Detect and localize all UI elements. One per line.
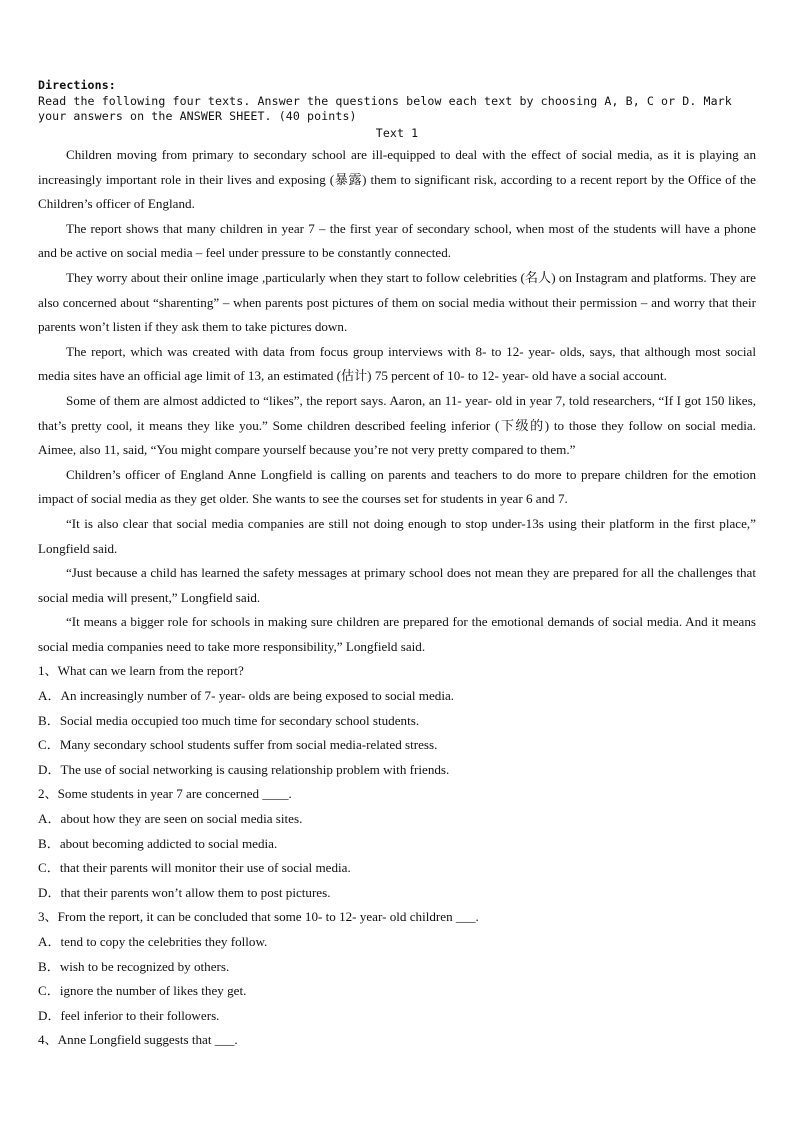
option-d: D．feel inferior to their followers. <box>38 1007 220 1023</box>
option-a: A．An increasingly number of 7- year- olds are being exposed to social media. <box>38 688 455 704</box>
option-b: B．about becoming addicted to social media. <box>38 835 278 851</box>
paragraph: They worry about their online image ,particularly when they start to follow celebrities (名人) on Instagram and platforms. They are also concerned about “sharenting” – when parents post pictures of them on social media without their permission – and worry that their parents won’t listen if they ask them to take pictures down. <box>38 269 756 335</box>
option-c: C．ignore the number of likes they get. <box>38 983 247 999</box>
option-c: C．Many secondary school students suffer from social media-related stress. <box>38 737 438 753</box>
directions-line-1: Read the following four texts. Answer the questions below each text by choosing A, B, C or D. Mark <box>38 93 732 108</box>
paragraph: “Just because a child has learned the safety messages at primary school does not mean they are prepared for all the challenges that social media will present,” Longfield said. <box>38 565 756 605</box>
option-c: C．that their parents will monitor their use of social media. <box>38 860 351 876</box>
question-stem: 2、Some students in year 7 are concerned ____. <box>38 786 292 802</box>
option-a: A．about how they are seen on social media sites. <box>38 811 303 827</box>
directions-label: Directions: <box>38 78 116 92</box>
paragraph: “It means a bigger role for schools in making sure children are prepared for the emotional demands of social media. And it means social media companies need to take more responsibility,” Longfield said. <box>38 614 756 654</box>
option-a: A．tend to copy the celebrities they follow. <box>38 934 268 949</box>
question-2 <box>38 782 756 905</box>
question-stem: 1、What can we learn from the report? <box>38 663 244 679</box>
paragraph: The report shows that many children in year 7 – the first year of secondary school, when most of the students will have a phone and be active on social media – feel under pressure to be constantly connected. <box>38 220 756 261</box>
paragraph: “It is also clear that social media companies are still not doing enough to stop under-13s using their platform in the first place,” Longfield said. <box>38 515 756 556</box>
paragraph: Children moving from primary to secondary school are ill-equipped to deal with the effect of social media, as it is playing an increasingly important role in their lives and exposing (暴露) them to significant risk, according to a recent report by the Office of the Children’s officer of England. <box>38 147 756 212</box>
question-stem: 4、Anne Longfield suggests that ___. <box>38 1032 238 1048</box>
text-title: Text 1 <box>375 125 419 140</box>
option-b: B．Social media occupied too much time for secondary school students. <box>38 712 420 728</box>
passage <box>38 143 756 1053</box>
option-b: B．wish to be recognized by others. <box>38 958 230 974</box>
question-4 <box>38 1028 756 1053</box>
option-d: D．The use of social networking is causing relationship problem with friends. <box>38 761 450 777</box>
question-stem: 3、From the report, it can be concluded that some 10- to 12- year- old children ___. <box>38 909 479 925</box>
question-1 <box>38 659 756 782</box>
directions-line-2: your answers on the ANSWER SHEET. (40 points) <box>38 109 357 123</box>
directions-block <box>38 78 756 141</box>
paragraph: Children’s officer of England Anne Longfield is calling on parents and teachers to do more to prepare children for the emotion impact of social media as they get older. She wants to see the courses set for students in year 6 and 7. <box>38 466 756 507</box>
option-d: D．that their parents won’t allow them to post pictures. <box>38 884 331 900</box>
paragraph: Some of them are almost addicted to “likes”, the report says. Aaron, an 11- year- old in year 7, told researchers, “If I got 150 likes, that’s pretty cool, it means they like you.” Some children described feeling inferior (下级的) to those they follow on social media. Aimee, also 11, said, “You might compare yourself because you’re not very pretty compared to them.” <box>38 392 756 458</box>
document-page <box>38 78 756 1053</box>
paragraph: The report, which was created with data from focus group interviews with 8- to 12- year- olds, says, that although most social media sites have an official age limit of 13, an estimated (估计) 75 percent of 10- to 12- year- old have a social account. <box>38 343 756 384</box>
question-3 <box>38 905 756 1028</box>
